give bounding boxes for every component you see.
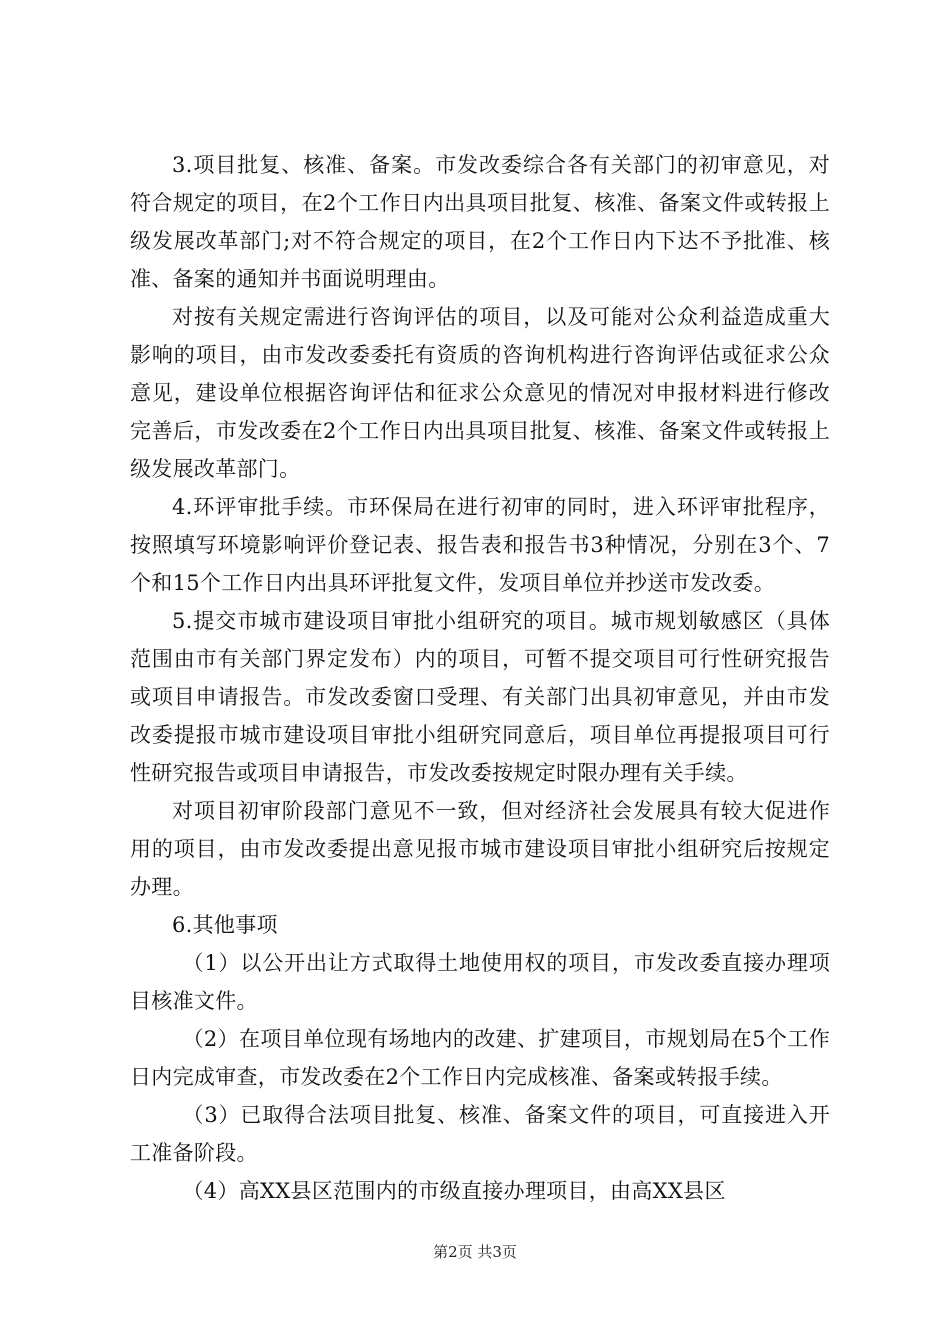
paragraph-consulting-evaluation: 对按有关规定需进行咨询评估的项目，以及可能对公众利益造成重大影响的项目，由市发改委委托有资质的咨询机构进行咨询评估或征求公众意见，建设单位根据咨询评估和征求公众意见的情况对申报材料进行修改完善后，市发改委在2个工作日内出具项目批复、核准、备案文件或转报上级发展改革部门。 — [130, 305, 830, 481]
paragraph-sub-4: （4）高XX县区范围内的市级直接办理项目，由高XX县区 — [182, 1179, 726, 1203]
page-number-footer: 第2页 共3页 — [433, 1243, 517, 1261]
paragraph-item-3-approval: 3.项目批复、核准、备案。市发改委综合各有关部门的初审意见，对符合规定的项目，在2个工作日内出具项目批复、核准、备案文件或转报上级发展改革部门;对不符合规定的项目，在2个工作日内下达不予批准、核准、备案的通知并书面说明理由。 — [130, 153, 830, 291]
paragraph-sub-3: （3）已取得合法项目批复、核准、备案文件的项目，可直接进入开工准备阶段。 — [130, 1103, 830, 1165]
paragraph-item-6-heading: 6.其他事项 — [172, 913, 278, 937]
paragraph-item-5-city-review: 5.提交市城市建设项目审批小组研究的项目。城市规划敏感区（具体范围由市有关部门界定发布）内的项目，可暂不提交项目可行性研究报告或项目申请报告。市发改委窗口受理、有关部门出具初审意见，并由市发改委提报市城市建设项目审批小组研究同意后，项目单位再提报项目可行性研究报告或项目申请报告，市发改委按规定时限办理有关手续。 — [130, 609, 830, 785]
paragraph-item-4-eia: 4.环评审批手续。市环保局在进行初审的同时，进入环评审批程序，按照填写环境影响评价登记表、报告表和报告书3种情况，分别在3个、7个和15个工作日内出具环评批复文件，发项目单位并抄送市发改委。 — [130, 495, 830, 595]
paragraph-sub-1: （1）以公开出让方式取得土地使用权的项目，市发改委直接办理项目核准文件。 — [130, 951, 830, 1013]
document-body — [130, 146, 830, 1210]
paragraph-disagreement-review: 对项目初审阶段部门意见不一致，但对经济社会发展具有较大促进作用的项目，由市发改委提出意见报市城市建设项目审批小组研究后按规定办理。 — [130, 799, 830, 899]
paragraph-sub-2: （2）在项目单位现有场地内的改建、扩建项目，市规划局在5个工作日内完成审查，市发改委在2个工作日内完成核准、备案或转报手续。 — [130, 1027, 830, 1089]
